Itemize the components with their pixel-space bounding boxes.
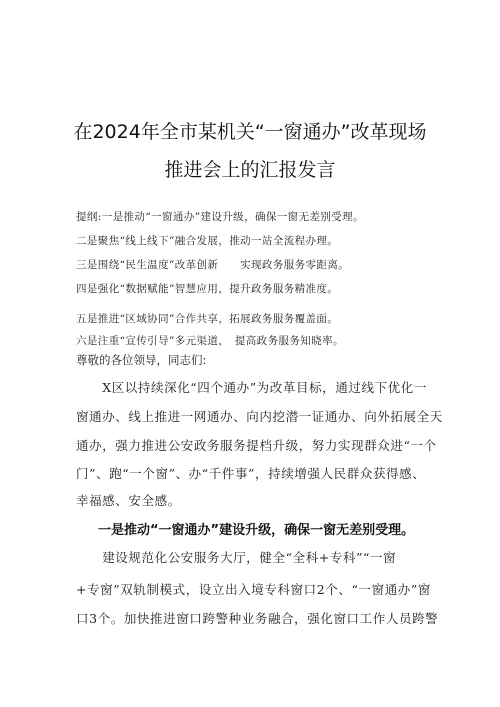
outline-item-1: 提纲:一是推动“一窗通办”建设升级，确保一窗无差别受理。 xyxy=(76,211,364,223)
section-1-line-1: 建设规范化公安服务大厅，健全“全科+专科”“一窗 xyxy=(76,550,397,565)
outline-item-5: 五是推进“区域协同”合作共享，拓展政务服务覆盖面。 xyxy=(76,313,339,325)
section-1-line-2: +专窗”双轨制模式，设立出入境专科窗口2个、“一窗通办”窗 xyxy=(76,582,431,597)
outline-item-3: 三是围绕“民生温度”改革创新 实现政务服务零距离。 xyxy=(76,259,350,271)
outline-item-6: 六是注重“宣传引导”多元渠道， 提高政务服务知晓率。 xyxy=(76,335,344,347)
intro-line-4: 门”、跑“一个窗”、办“千件事”，持续增强人民群众获得感、 xyxy=(76,466,426,481)
section-1-heading: 一是推动“一窗通办”建设升级，确保一窗无差别受理。 xyxy=(98,523,415,538)
intro-line-3: 通办，强力推进公安政务服务提档升级，努力实现群众进“一个 xyxy=(76,438,437,453)
intro-line-2: 窗通办、线上推进一网通办、向内挖潜一证通办、向外拓展全天 xyxy=(76,409,443,424)
document-title-line-1: 在2024年全市某机关“一窗通办”改革现场 xyxy=(73,121,427,143)
document-title-line-2: 推进会上的汇报发言 xyxy=(164,159,336,181)
intro-line-5: 幸福感、安全感。 xyxy=(76,493,181,508)
outline-item-4: 四是强化“数据赋能”智慧应用，提升政务服务精准度。 xyxy=(76,283,339,295)
greeting: 尊敬的各位领导，同志们: xyxy=(76,353,207,367)
section-1-line-3: 口3个。加快推进窗口跨警种业务融合，强化窗口工作人员跨警 xyxy=(76,611,439,626)
outline-item-2: 二是聚焦“线上线下”融合发展，推动一站全流程办理。 xyxy=(76,235,339,247)
intro-line-1: X区以持续深化“四个通办”为改革目标，通过线下优化一 xyxy=(76,380,427,395)
